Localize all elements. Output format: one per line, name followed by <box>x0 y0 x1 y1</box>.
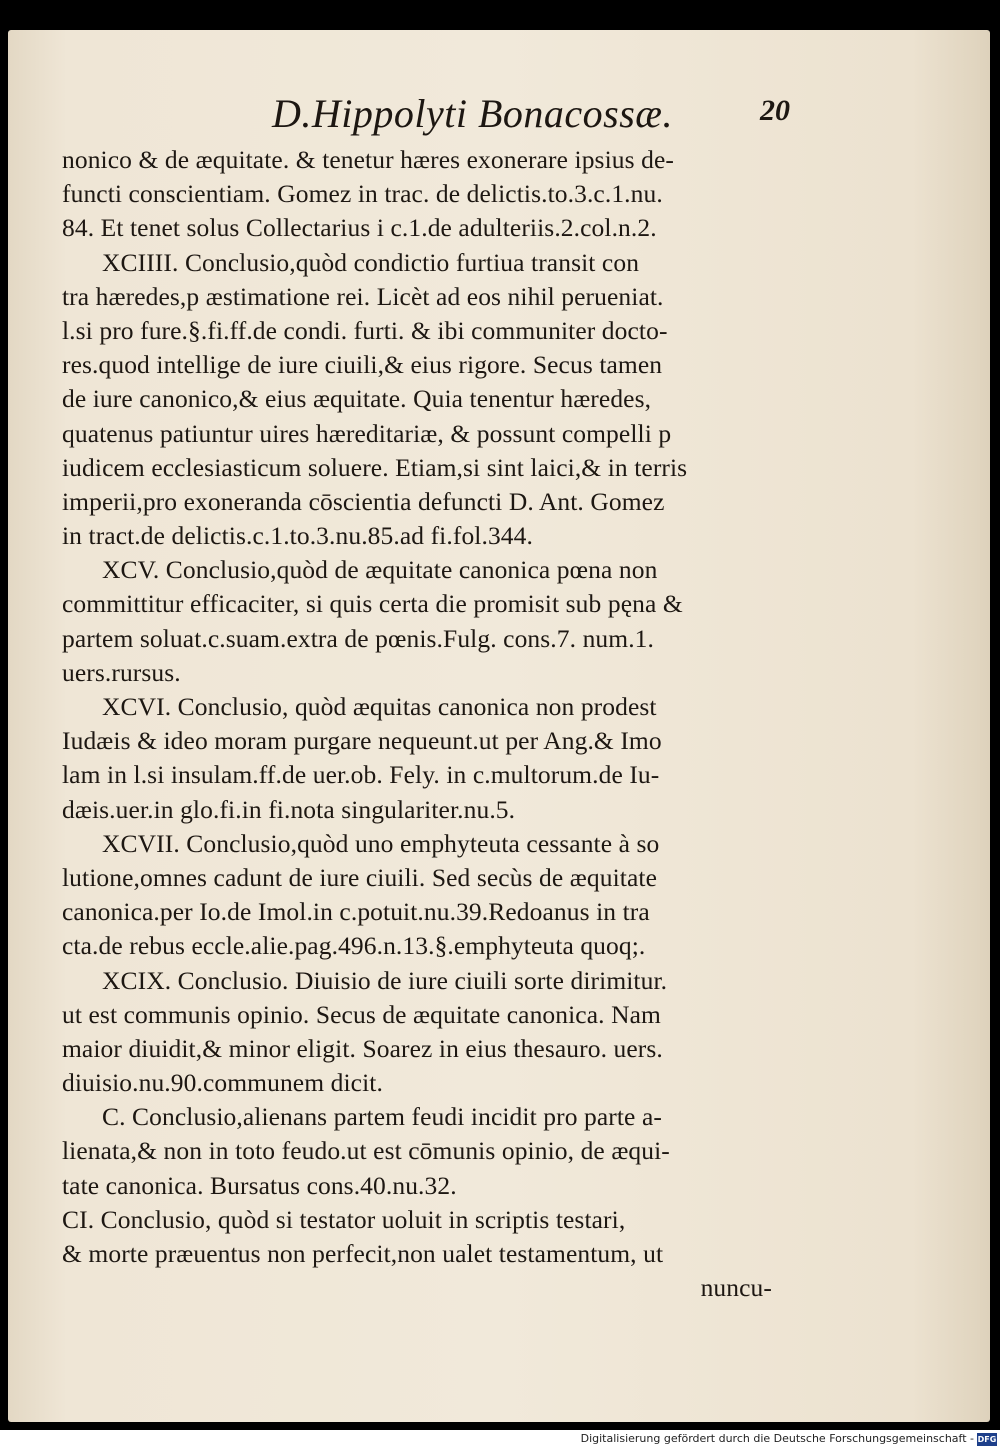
text-line: quatenus patiuntur uires hæreditariæ, & possunt compelli p <box>62 418 672 448</box>
text-line: functi conscientiam. Gomez in trac. de delictis.to.3.c.1.nu. <box>62 179 663 209</box>
catchword: nuncu- <box>700 1273 772 1303</box>
text-line: cta.de rebus eccle.alie.pag.496.n.13.§.emphyteuta quoq;. <box>62 931 646 961</box>
text-line: C. Conclusio,alienans partem feudi incidit pro parte a- <box>102 1102 662 1132</box>
text-line: CI. Conclusio, quòd si testator uoluit in scriptis testari, <box>62 1204 626 1234</box>
text-line: lam in l.si insulam.ff.de uer.ob. Fely. in c.multorum.de Iu- <box>62 760 660 790</box>
page-header <box>0 90 1000 150</box>
text-line: committitur efficaciter, si quis certa die promisit sub pęna & <box>62 589 683 619</box>
text-line: res.quod intellige de iure ciuili,& eius rigore. Secus tamen <box>62 350 663 380</box>
dfg-logo: DFG <box>977 1435 997 1444</box>
text-line: in tract.de delictis.c.1.to.3.nu.85.ad fi.fol.344. <box>62 521 533 551</box>
text-line: XCIIII. Conclusio,quòd condictio furtiua transit con <box>102 247 640 277</box>
text-line: XCVI. Conclusio, quòd æquitas canonica non prodest <box>102 692 657 721</box>
digitization-credit: Digitalisierung gefördert durch die Deutsche Forschungsgemeinschaft - <box>580 1432 974 1445</box>
text-line: tra hæredes,p æstimatione rei. Licèt ad eos nihil perueniat. <box>62 281 664 311</box>
text-line: & morte præuentus non perfecit,non ualet testamentum, ut <box>62 1239 664 1268</box>
folio-number: 20 <box>760 94 790 127</box>
text-line: Iudæis & ideo moram purgare nequeunt.ut per Ang.& Imo <box>62 726 662 756</box>
text-line: diuisio.nu.90.communem dicit. <box>62 1068 383 1098</box>
text-line: l.si pro fure.§.fi.ff.de condi. furti. & ibi communiter docto- <box>62 315 668 345</box>
text-line: iudicem ecclesiasticum soluere. Etiam,si sint laici,& in terris <box>62 452 688 482</box>
text-line: 84. Et tenet solus Collectarius i c.1.de adulteriis.2.col.n.2. <box>62 213 657 243</box>
footer-strip <box>0 1430 1000 1450</box>
text-line: uers.rursus. <box>62 657 181 687</box>
text-line: partem soluat.c.suam.extra de pœnis.Fulg. cons.7. num.1. <box>62 623 654 653</box>
text-line: de iure canonico,& eius æquitate. Quia tenentur hæredes, <box>62 384 652 414</box>
text-line: nonico & de æquitate. & tenetur hæres exonerare ipsius de- <box>62 145 674 174</box>
text-line: XCV. Conclusio,quòd de æquitate canonica pœna non <box>102 555 658 585</box>
text-line: XCIX. Conclusio. Diuisio de iure ciuili sorte dirimitur. <box>102 965 668 995</box>
text-line: tate canonica. Bursatus cons.40.nu.32. <box>62 1170 457 1200</box>
body-text <box>62 143 822 1305</box>
text-line: imperii,pro exoneranda cōscientia defuncti D. Ant. Gomez <box>62 486 665 516</box>
text-line: dæis.uer.in glo.fi.in fi.nota singulariter.nu.5. <box>62 794 516 824</box>
text-line: canonica.per Io.de Imol.in c.potuit.nu.39.Redoanus in tra <box>62 897 650 927</box>
text-line: lutione,omnes cadunt de iure ciuili. Sed secùs de æquitate <box>62 862 657 892</box>
text-line: lienata,& non in toto feudo.ut est cōmunis opinio, de æqui- <box>62 1136 670 1166</box>
text-line: maior diuidit,& minor eligit. Soarez in eius thesauro. uers. <box>62 1033 663 1063</box>
text-line: ut est communis opinio. Secus de æquitate canonica. Nam <box>62 999 661 1029</box>
text-line: XCVII. Conclusio,quòd uno emphyteuta cessante à so <box>102 828 660 858</box>
running-head: D.Hippolyti Bonacossæ. <box>272 91 673 136</box>
